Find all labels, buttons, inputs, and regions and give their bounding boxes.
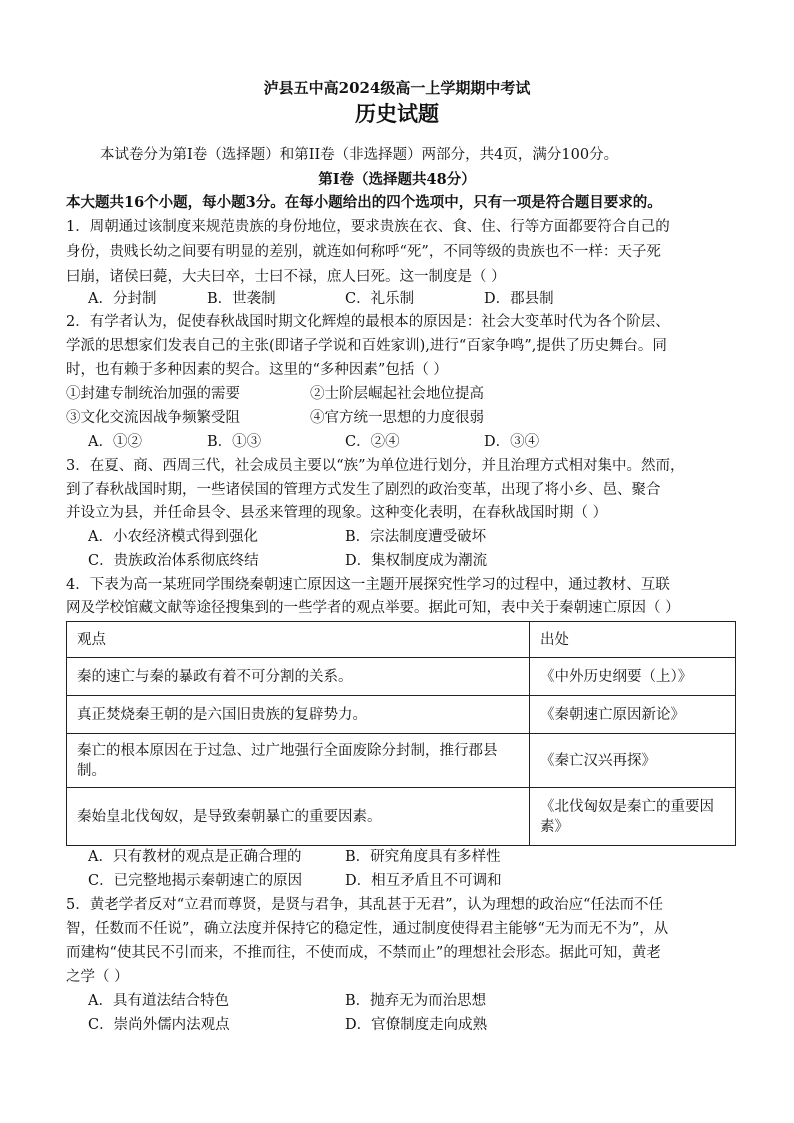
question-2-line: 时，也有赖于多种因素的契合。这里的“多种因素”包括（ ） (66, 362, 448, 378)
table-cell: 《秦亡汉兴再探》 (530, 734, 736, 788)
question-4-option-d[interactable]: D．相互矛盾且不可调和 (345, 873, 502, 889)
table-cell: 《中外历史纲要（上）》 (530, 658, 736, 696)
question-1-line: 曰崩，诸侯曰薨，大夫曰卒，士曰不禄，庶人曰死。这一制度是（ ） (66, 269, 506, 285)
question-2-option-b[interactable]: B．①③ (207, 434, 262, 450)
question-1-line: 身份，贵贱长幼之间要有明显的差别，就连如何称呼“死”，不同等级的贵族也不一样：天子死 (66, 244, 661, 260)
table-cell: 真正焚烧秦王朝的是六国旧贵族的复辟势力。 (67, 696, 530, 734)
question-2-option-d[interactable]: D．③④ (484, 434, 540, 450)
table-cell: 秦亡的根本原因在于过急、过广地强行全面废除分封制，推行郡县制。 (67, 734, 530, 788)
question-5-option-b[interactable]: B．抛弃无为而治思想 (345, 993, 487, 1009)
question-2-item-3: ③文化交流因战争频繁受阻 (66, 410, 240, 426)
question-5-option-a[interactable]: A．具有道法结合特色 (88, 993, 229, 1009)
question-2-option-a[interactable]: A．①② (88, 434, 142, 450)
question-2-line: 2．有学者认为，促使春秋战国时期文化辉煌的最根本的原因是：社会大变革时代为各个阶层、 (66, 314, 670, 330)
exam-title: 泸县五中高2024级高一上学期期中考试 (263, 79, 531, 97)
table-row (67, 734, 736, 788)
question-5-line: 智，任数而不任说”，确立法度并保持它的稳定性，通过制度使得君主能够“无为而无不为”，从 (66, 921, 669, 937)
question-1-option-b[interactable]: B．世袭制 (207, 291, 276, 307)
question-1-line: 1．周朝通过该制度来规范贵族的身份地位，要求贵族在衣、食、住、行等方面都要符合自己的 (66, 219, 670, 235)
question-3-option-c[interactable]: C．贵族政治体系彻底终结 (88, 553, 259, 569)
question-2-line: 学派的思想家们发表自己的主张(即诸子学说和百姓家训),进行“百家争鸣”,提供了历史舞台。同 (66, 338, 667, 354)
question-2-item-1: ①封建专制统治加强的需要 (66, 386, 240, 402)
question-4-option-c[interactable]: C．已完整地揭示秦朝速亡的原因 (88, 873, 303, 889)
table-header-row (67, 622, 736, 658)
question-1-option-d[interactable]: D．郡县制 (484, 291, 554, 307)
table-row (67, 658, 736, 696)
question-5-option-c[interactable]: C．崇尚外儒内法观点 (88, 1017, 230, 1033)
table-header-cell: 观点 (67, 622, 530, 658)
question-2-item-4: ④官方统一思想的力度很弱 (310, 410, 484, 426)
section-instruction: 本大题共16个小题，每小题3分。在每小题给出的四个选项中，只有一项是符合题目要求的。 (66, 194, 662, 211)
question-4-line: 网及学校馆藏文献等途径搜集到的一些学者的观点举要。据此可知，表中关于秦朝速亡原因（ ） (66, 600, 680, 616)
question-5-line: 之学（ ） (66, 969, 129, 985)
question-1-option-a[interactable]: A．分封制 (88, 291, 157, 307)
subject-title: 历史试题 (355, 101, 439, 126)
viewpoint-table (66, 621, 736, 846)
table-row (67, 696, 736, 734)
question-2-option-c[interactable]: C．②④ (345, 434, 400, 450)
question-5-option-d[interactable]: D．官僚制度走向成熟 (345, 1017, 488, 1033)
question-3-line: 并设立为县，并任命县令、县丞来管理的现象。这种变化表明，在春秋战国时期（ ） (66, 505, 608, 521)
part-heading: 第I卷（选择题共48分） (318, 171, 476, 188)
question-3-line: 3．在夏、商、西周三代，社会成员主要以“族”为单位进行划分，并且治理方式相对集中。然而， (66, 458, 685, 474)
question-3-line: 到了春秋战国时期，一些诸侯国的管理方式发生了剧烈的政治变革，出现了将小乡、邑、聚合 (66, 482, 661, 498)
table-cell: 秦始皇北伐匈奴，是导致秦朝暴亡的重要因素。 (67, 788, 530, 846)
question-4-option-b[interactable]: B．研究角度具有多样性 (345, 849, 501, 865)
question-4-line: 4．下表为高一某班同学围绕秦朝速亡原因这一主题开展探究性学习的过程中，通过教材、互联 (66, 577, 670, 593)
table-cell: 《秦朝速亡原因新论》 (530, 696, 736, 734)
table-row (67, 788, 736, 846)
exam-intro: 本试卷分为第I卷（选择题）和第II卷（非选择题）两部分，共4页，满分100分。 (100, 147, 619, 163)
table-cell: 《北伐匈奴是秦亡的重要因素》 (530, 788, 736, 846)
question-3-option-a[interactable]: A．小农经济模式得到强化 (88, 529, 258, 545)
table-cell: 秦的速亡与秦的暴政有着不可分割的关系。 (67, 658, 530, 696)
question-5-line: 而建构“使其民不引而来，不推而往，不使而成，不禁而止”的理想社会形态。据此可知，黄老 (66, 945, 661, 961)
question-4-option-a[interactable]: A．只有教材的观点是正确合理的 (88, 849, 302, 865)
question-3-option-b[interactable]: B．宗法制度遭受破坏 (345, 529, 487, 545)
table-header-cell: 出处 (530, 622, 736, 658)
question-3-option-d[interactable]: D．集权制度成为潮流 (345, 553, 488, 569)
question-2-item-2: ②士阶层崛起社会地位提高 (310, 386, 484, 402)
question-1-option-c[interactable]: C．礼乐制 (345, 291, 415, 307)
question-5-line: 5．黄老学者反对“立君而尊贤，是贤与君争，其乱甚于无君”，认为理想的政治应“任法而不任 (66, 897, 663, 913)
